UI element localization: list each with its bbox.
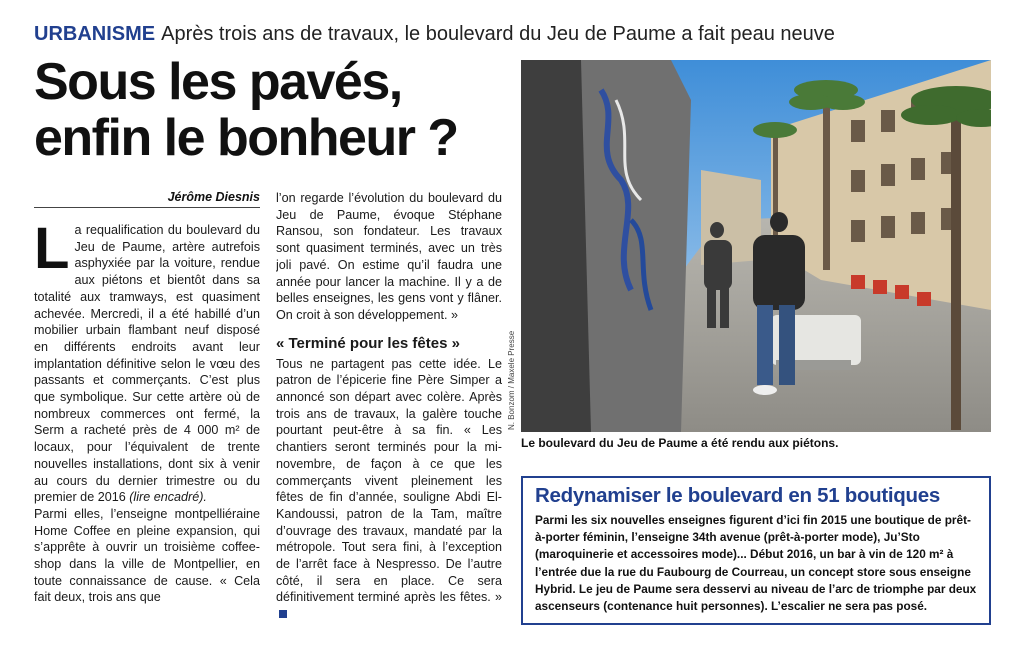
sidebar-box [521,476,991,625]
end-of-article-mark [279,610,287,618]
article-subheading: « Terminé pour les fêtes » [276,334,460,352]
byline-divider [34,207,260,208]
article-paragraph-1 [34,222,260,506]
article-paragraph-2: Parmi elles, l’enseigne montpelliéraine Home Coffee en pleine expansion, qui s’apprête à ouvrir un troisième coffee-shop dans la ville de Montpellier, en toute connaissance de cause. « Cela fait deux, trois ans que [34,506,260,605]
headline-line-1: Sous les pavés, [34,53,402,111]
article-paragraph-2-continued: l’on regarde l’évolution du boulevard du Jeu de Paume, évoque Stéphane Ransou, son fondateur. Les travaux sont quasiment terminés, avec un très joli pavé. On estime qu’il faudra une année pour lancer la machine. Il y a de belles enseignes, les gens vont y flâner. On croit à son développement. » [276,191,502,322]
article-kicker [34,22,1004,46]
boulevard-photo-illustration [521,60,991,432]
box-text: Parmi les six nouvelles enseignes figurent d’ici fin 2015 une boutique de prêt-à-porter féminin, l’enseigne 34th avenue (prêt-à-porter mode), Ju’Sto (maroquinerie et accessoires mode)... Début 2016, un bar à vin de 120 m² à l’entrée due la rue du Faubourg de Courreau, un concept store sous enseigne Hybrid. Le jeu de Paume sera desservi au niveau de l’arc de triomphe par deux ascenseurs (contenance huit personnes). L’escalier ne sera pas posé. [535,513,977,614]
article-column-1 [34,222,260,632]
paragraph-1-text: a requalification du boulevard du Jeu de Paume, artère autrefois asphyxiée par la voiture, rendue aux piétons et bientôt dans sa totalité aux tramways, est quasiment achevée. Mercredi, il a été habillé d’un mobilier urbain flambant neuf disposé en différents endroits avant leur implantation définitive selon le vœu des passants et commerçants. C’est plus que symbolique. Sur cette artère où de nombreux commerces ont fermé, la Serm a racheté près de 4 000 m² de locaux, pour l’équivalent de trente nouvelles installations, dont six à venir au cours du dernier trimestre ou du premier de 2016 [34,223,260,505]
box-title: Redynamiser le boulevard en 51 boutiques [535,484,940,507]
headline-line-2: enfin le bonheur ? [34,109,458,167]
drop-cap: L [34,222,70,281]
section-rubric: URBANISME [34,23,156,45]
kicker-text: Après trois ans de travaux, le boulevard du Jeu de Paume a fait peau neuve [161,23,835,45]
paragraph-1-reference: (lire encadré). [129,490,207,505]
street-photo [521,60,991,432]
article-headline [34,54,514,166]
article-column-2 [276,190,502,635]
article-paragraph-3 [276,356,502,623]
paragraph-3-text: Tous ne partagent pas cette idée. Le patron de l’épicerie fine Père Simper a annoncé son départ avec colère. Après trois ans de travaux, la galère touche pourtant peut-être à sa fin. « Les chantiers seront terminés pour la mi-novembre, de façon à ce que les commerçants vivent pleinement les fêtes de fin d’année, souligne Abdi El-Kandoussi, patron de la Tam, maître d’ouvrage des travaux, mandaté par la métropole. Tout sera fini, à l’exception de l’arrêt face à Nespresso. De l’autre côté, il sera en place. Ce sera définitivement terminé après les fêtes. » [276,356,502,605]
photo-caption: Le boulevard du Jeu de Paume a été rendu aux piétons. [521,436,839,450]
author-byline: Jérôme Diesnis [167,190,260,204]
